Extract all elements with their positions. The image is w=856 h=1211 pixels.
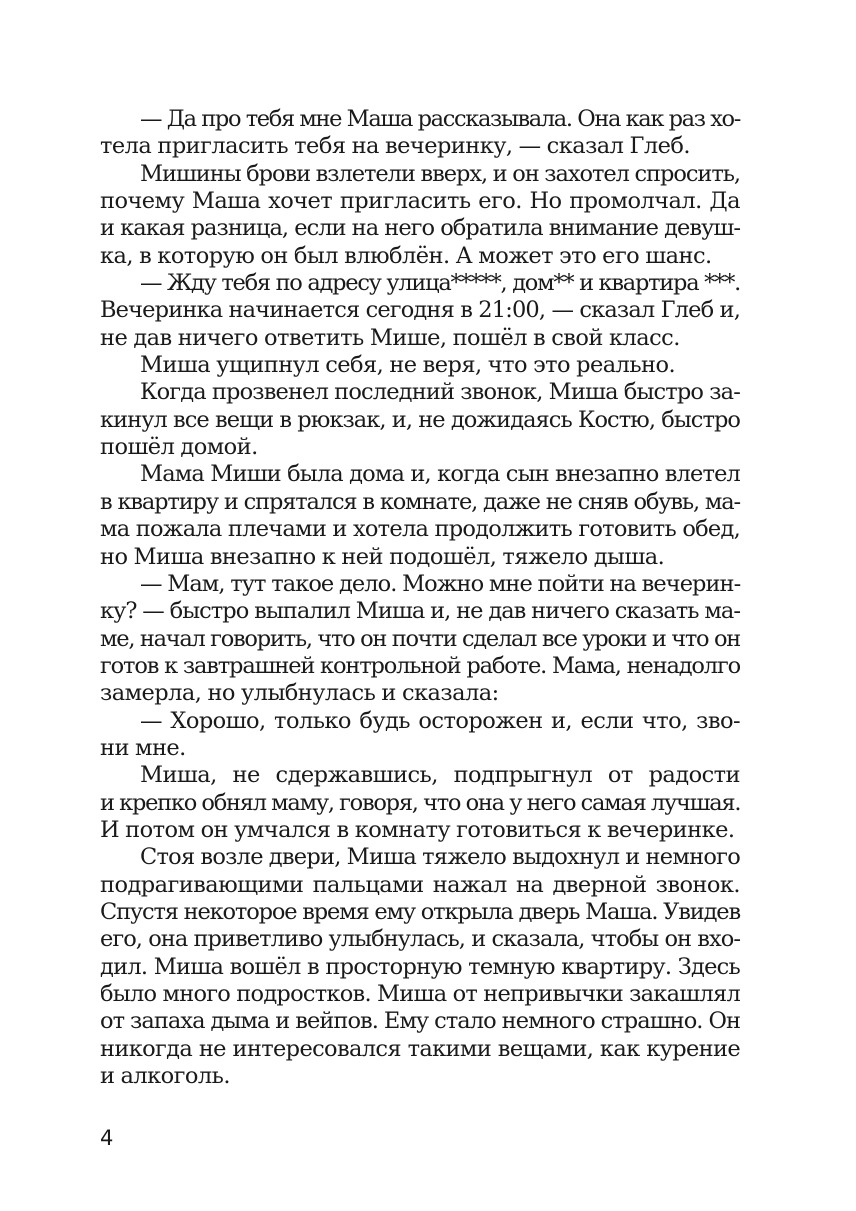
text-line: ни мне.	[100, 734, 186, 761]
text-line: и крепко обнял маму, говоря, что она у него самая лучшая.	[100, 789, 741, 816]
text-line: — Мам, тут такое дело. Можно мне пойти на вечерин-	[140, 570, 741, 597]
text-line: ме, начал говорить, что он почти сделал все уроки и что он	[100, 625, 740, 652]
text-line: Мишины брови взлетели вверх, и он захотел спросить,	[140, 160, 741, 187]
text-line: дил. Миша вошёл в просторную темную квартиру. Здесь	[100, 953, 740, 980]
text-line: — Да про тебя мне Маша рассказывала. Она как раз хо-	[140, 106, 740, 132]
text-line: Стоя возле двери, Миша тяжело выдохнул и немного	[140, 844, 740, 871]
text-line: Миша ущипнул себя, не веря, что это реально.	[140, 352, 676, 379]
text-line: Спустя некоторое время ему открыла дверь Маша. Увидев	[100, 898, 740, 925]
text-line: пошёл домой.	[100, 434, 258, 461]
text-line: — Жду тебя по адресу улица*****, дом** и квартира ***.	[140, 270, 740, 297]
text-line: никогда не интересовался такими вещами, как курение	[100, 1035, 740, 1062]
text-line: кинул все вещи в рюкзак, и, не дожидаясь Костю, быстро	[100, 406, 740, 433]
text-line: ка, в которую он был влюблён. А может это его шанс.	[100, 242, 712, 269]
text-line: ма пожала плечами и хотела продолжить готовить обед,	[100, 516, 740, 543]
text-line: ку? — быстро выпалил Миша и, не дав ничего сказать ма-	[100, 598, 740, 625]
text-line: не дав ничего ответить Мише, пошёл в свой класс.	[100, 324, 680, 351]
page-number: 4	[100, 1126, 114, 1150]
text-line: Вечеринка начинается сегодня в 21:00, — сказал Глеб и,	[100, 297, 740, 324]
text-line: тела пригласить тебя на вечеринку, — сказал Глеб.	[100, 133, 690, 160]
text-line: Мама Миши была дома и, когда сын внезапно влетел	[140, 461, 740, 488]
text-line: его, она приветливо улыбнулась, и сказала, чтобы он вхо-	[100, 926, 740, 953]
text-line: почему Маша хочет пригласить его. Но промолчал. Да	[100, 188, 740, 215]
text-line: и какая разница, если на него обратила внимание девуш-	[100, 215, 740, 242]
text-line: но Миша внезапно к ней подошёл, тяжело дыша.	[100, 543, 665, 570]
text-line: Когда прозвенел последний звонок, Миша быстро за-	[140, 379, 740, 406]
text-line: и алкоголь.	[100, 1063, 230, 1090]
text-line: готов к завтрашней контрольной работе. Мама, ненадолго	[100, 652, 740, 679]
text-line: — Хорошо, только будь осторожен и, если что, зво-	[140, 707, 740, 734]
text-line: подрагивающими пальцами нажал на дверной звонок.	[100, 871, 740, 898]
body-text	[100, 106, 740, 1090]
text-line: замерла, но улыбнулась и сказала:	[100, 680, 499, 707]
text-line: Миша, не сдержавшись, подпрыгнул от радости	[140, 762, 740, 789]
text-line: в квартиру и спрятался в комнате, даже не сняв обувь, ма-	[100, 488, 740, 515]
text-line: было много подростков. Миша от непривычки закашлял	[100, 981, 740, 1007]
text-line: от запаха дыма и вейпов. Ему стало немного страшно. Он	[100, 1008, 740, 1035]
text-line: И потом он умчался в комнату готовиться к вечеринке.	[100, 816, 735, 843]
